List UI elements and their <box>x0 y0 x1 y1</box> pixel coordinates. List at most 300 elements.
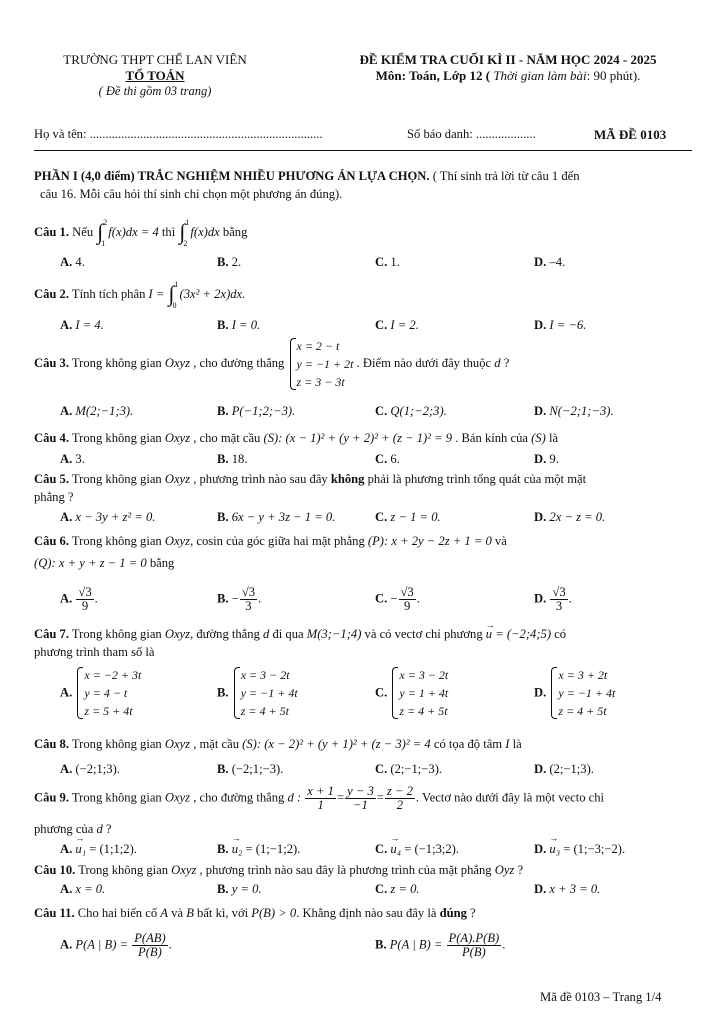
q11-event-a: A <box>160 906 168 920</box>
option-letter: A. <box>60 762 73 776</box>
q5-option-a[interactable] <box>60 510 155 525</box>
question-1 <box>34 218 692 248</box>
q9-line-name: d : <box>287 790 302 805</box>
q8-text-d: là <box>509 737 522 751</box>
numerator: x + 1 <box>307 784 334 798</box>
option-lhs: P(A | B) = <box>75 937 132 952</box>
q7-line-name: d <box>263 627 270 641</box>
q2-options <box>60 318 710 336</box>
q9-option-a[interactable] <box>60 842 137 857</box>
q10-text-b: , phương trình nào sau đây là phương trình của mặt phẳng <box>196 863 495 877</box>
system-row: y = −1 + 4t <box>240 686 298 700</box>
option-letter: C. <box>375 842 388 856</box>
q6-plane-q: (Q): x + y + z − 1 = 0 <box>34 556 147 570</box>
fraction <box>550 586 567 613</box>
q6-text-a: Trong không gian <box>69 534 165 548</box>
integral-lower: 0 <box>172 301 177 310</box>
option-vector: → u₂ <box>232 842 243 857</box>
q1-text-c: bằng <box>219 224 248 239</box>
option-letter: A. <box>60 882 73 896</box>
q8-option-a[interactable] <box>60 762 120 777</box>
department-name: TỔ TOÁN <box>125 68 185 83</box>
q3-space: Oxyz <box>164 355 191 370</box>
q3-label: Câu 3. <box>34 355 69 370</box>
subject-prefix: Môn: Toán, Lớp 12 ( <box>375 68 494 83</box>
q6-options <box>60 580 710 616</box>
q9-text-b: , cho đường thẳng <box>190 790 288 805</box>
system-row: x = 3 − 2t <box>399 668 449 682</box>
option-letter: B. <box>217 510 229 524</box>
q4-text-a: Trong không gian <box>69 431 165 445</box>
integral-symbol: ∫ 1 2 <box>178 218 190 248</box>
pages-note: ( Đề thi gồm 03 trang) <box>98 84 212 98</box>
option-letter: D. <box>534 882 547 896</box>
sign: − <box>231 591 239 606</box>
option-lhs: P(A | B) = <box>389 937 446 952</box>
q2-integrand: (3x² + 2x)dx. <box>179 286 246 301</box>
option-text: 18. <box>231 452 248 466</box>
exam-subject <box>318 68 698 84</box>
option-text: = (−1;3;2). <box>401 842 460 856</box>
option-letter: D. <box>534 591 547 606</box>
q2-option-d[interactable] <box>534 318 586 333</box>
denominator: 1 <box>317 798 324 812</box>
q3-text-c: . Điểm nào dưới đây thuộc <box>353 355 495 370</box>
id-line: Số báo danh: ................... <box>407 127 536 141</box>
q5-option-b[interactable] <box>217 510 335 525</box>
option-text: I = 4. <box>75 318 104 332</box>
q2-option-c[interactable] <box>375 318 419 333</box>
q9-option-d[interactable] <box>534 842 625 857</box>
q3-text-d: ? <box>500 355 510 370</box>
option-letter: D. <box>534 318 547 332</box>
q8-text-b: , mặt cầu <box>190 737 243 751</box>
question-2 <box>34 280 692 310</box>
integral-upper: 1 <box>185 218 190 227</box>
option-letter: B. <box>217 591 229 606</box>
q2-label: Câu 2. <box>34 286 69 301</box>
q2-option-a[interactable] <box>60 318 104 333</box>
option-text: I = 2. <box>390 318 419 332</box>
option-text: Q(1;−2;3). <box>390 404 447 418</box>
option-letter: D. <box>534 452 547 466</box>
q6-option-d[interactable]: D. $\frac{√3}{3}$ . <box>534 585 572 613</box>
option-letter: C. <box>375 762 388 776</box>
q5-label: Câu 5. <box>34 472 69 486</box>
option-text: x = 0. <box>75 882 106 896</box>
q6-text-c: và <box>491 534 507 548</box>
system-row: z = 4 + 5t <box>240 704 289 718</box>
option-letter: C. <box>375 404 388 418</box>
question-4 <box>34 430 692 447</box>
system-row: z = 4 + 5t <box>399 704 448 718</box>
q4-option-d[interactable] <box>534 452 559 467</box>
section-instructions-2: câu 16. Mỗi câu hỏi thí sinh chỉ chọn một phương án đúng). <box>40 187 343 201</box>
q8-option-b[interactable] <box>217 762 283 777</box>
q6-label: Câu 6. <box>34 534 69 548</box>
q10-space: Oxyz <box>171 863 197 877</box>
q7-text-e: có <box>551 627 567 641</box>
q4-sphere-name: (S) <box>531 431 546 445</box>
q10-label: Câu 10. <box>34 863 76 877</box>
name-line: Họ và tên: .......................................................................... <box>34 127 323 141</box>
q4-space: Oxyz <box>164 431 191 445</box>
line-system <box>390 666 448 720</box>
q9-option-b[interactable] <box>217 842 300 857</box>
system-row: y = −1 + 2t <box>296 357 354 371</box>
q10-option-b[interactable] <box>217 882 262 897</box>
q8-sphere: (S): (x − 2)² + (y + 1)² + (z − 3)² = 4 <box>242 737 431 751</box>
integral-symbol: ∫ 2 1 <box>96 218 108 248</box>
integral-lower: 2 <box>183 239 188 248</box>
system-row: z = 5 + 4t <box>84 704 133 718</box>
line-system <box>75 666 141 720</box>
denominator: 9 <box>403 599 411 613</box>
q6-continuation <box>34 555 692 572</box>
option-text: (−2;1;3). <box>75 762 120 776</box>
section-header <box>34 168 692 185</box>
option-text: x − 3y + z² = 0. <box>75 510 156 524</box>
option-letter: D. <box>534 404 547 418</box>
q9-text-e: ? <box>102 822 112 836</box>
q7-text-b: , đường thẳng <box>190 627 264 641</box>
q5-space: Oxyz <box>164 472 191 486</box>
option-letter: B. <box>217 404 229 418</box>
option-text: z − 1 = 0. <box>390 510 441 524</box>
option-text: N(−2;1;−3). <box>549 404 614 418</box>
option-letter: B. <box>217 685 229 700</box>
integral-symbol: ∫ 1 0 <box>168 280 180 310</box>
q4-label: Câu 4. <box>34 431 69 445</box>
section-title: PHẦN I (4,0 điểm) TRẮC NGHIỆM NHIỀU PHƯƠNG ÁN LỰA CHỌN. <box>34 169 430 183</box>
option-letter: C. <box>375 255 388 269</box>
q10-plane: Oyz <box>494 863 515 877</box>
q3-line-name: d <box>494 355 501 370</box>
q11-option-b[interactable]: B. P(A | B) = $\frac{P(A).P(B)}{P(B)}$ . <box>375 931 506 959</box>
q3-text-b: , cho đường thẳng <box>190 355 285 370</box>
q4-text-b: , cho mặt cầu <box>190 431 264 445</box>
exam-title: ĐỀ KIỂM TRA CUỐI KÌ II - NĂM HỌC 2024 - 2025 <box>359 52 657 67</box>
school-name: TRƯỜNG THPT CHẾ LAN VIÊN <box>63 52 247 67</box>
system-row: y = 4 − t <box>84 686 128 700</box>
q7-option-d[interactable] <box>534 666 615 720</box>
fraction <box>76 586 93 613</box>
option-letter: A. <box>60 404 73 418</box>
option-letter: B. <box>217 255 229 269</box>
q4-options <box>60 452 710 470</box>
q4-option-c[interactable] <box>375 452 400 467</box>
q10-option-c[interactable] <box>375 882 420 897</box>
q4-sphere: (S): (x − 1)² + (y + 2)² + (z − 1)² = 9 <box>263 431 453 445</box>
q8-center-name: I <box>505 737 510 751</box>
option-letter: D. <box>534 255 547 269</box>
q9-text-c: . Vectơ nào dưới đây là một vecto chỉ <box>415 790 605 805</box>
q1-options <box>60 255 710 273</box>
q9-option-c[interactable] <box>375 842 459 857</box>
option-text: –4. <box>549 255 566 269</box>
q8-option-c[interactable] <box>375 762 442 777</box>
q1-option-c[interactable] <box>375 255 400 270</box>
integral-upper: 1 <box>174 280 179 289</box>
q4-option-b[interactable] <box>217 452 247 467</box>
q11-label: Câu 11. <box>34 906 75 920</box>
q7-text-d: và có vectơ chỉ phương <box>361 627 486 641</box>
numerator: √3 <box>78 585 92 599</box>
q7-vector-value: = (−2;4;5) <box>492 627 552 641</box>
sign: − <box>390 591 398 606</box>
option-letter: A. <box>60 591 73 606</box>
question-5 <box>34 471 692 488</box>
q8-text-c: có tọa độ tâm <box>430 737 506 751</box>
q3-text-a: Trong không gian <box>69 355 165 370</box>
q6-option-b[interactable]: B. − $\frac{√3}{3}$ . <box>217 585 262 613</box>
question-8 <box>34 736 692 753</box>
option-text: 1. <box>390 255 400 269</box>
option-text: y = 0. <box>231 882 262 896</box>
option-text: x + 3 = 0. <box>549 882 601 896</box>
q3-option-a[interactable] <box>60 404 133 419</box>
option-vector: → u₁ <box>75 842 86 857</box>
q1-expr2: f(x)dx <box>190 224 220 239</box>
option-letter: C. <box>375 685 388 700</box>
option-text: (2;−1;3). <box>549 762 594 776</box>
q1-option-d[interactable] <box>534 255 565 270</box>
numerator: √3 <box>552 585 566 599</box>
q6-option-c[interactable]: C. − $\frac{√3}{9}$ . <box>375 585 420 613</box>
option-letter: B. <box>217 882 229 896</box>
q11-text-b: và <box>168 906 187 920</box>
q5-options <box>60 510 710 528</box>
q2-lhs: I = <box>148 286 168 301</box>
header-divider <box>34 150 692 151</box>
q2-option-b[interactable] <box>217 318 260 333</box>
system-row: y = −1 + 4t <box>558 686 616 700</box>
denominator: P(B) <box>138 945 162 959</box>
line-system <box>549 666 615 720</box>
option-text: z = 0. <box>390 882 420 896</box>
q5-option-c[interactable] <box>375 510 441 525</box>
q8-space: Oxyz <box>164 737 191 751</box>
option-letter: D. <box>534 685 547 700</box>
q11-options <box>60 928 710 968</box>
question-9: Câu 9. Trong không gian Oxyz , cho đường thẳng d : $\frac{x + 1}{1}$ = $\frac{y - 3}{-1}$ = $\frac{z - 2}{2}$ . Vectơ nào dưới đây là một vecto chỉ <box>34 784 605 812</box>
q1-text-b: thì <box>158 224 176 239</box>
denominator: −1 <box>353 798 368 812</box>
q3-option-b[interactable] <box>217 404 295 419</box>
option-letter: B. <box>217 318 229 332</box>
option-letter: B. <box>217 842 229 856</box>
numerator: P(AB) <box>134 931 166 945</box>
q3-options <box>60 404 710 422</box>
option-letter: C. <box>375 510 388 524</box>
q1-option-a[interactable] <box>60 255 85 270</box>
q11-event-b: B <box>186 906 194 920</box>
q9-text-d: phương của <box>34 822 97 836</box>
q5-text-c: phải là phương trình tổng quát của một mặt <box>364 472 587 486</box>
q7-vector: → u <box>486 626 492 643</box>
q10-option-a[interactable] <box>60 882 105 897</box>
q3-option-d[interactable] <box>534 404 614 419</box>
option-text: = (1;−3;−2). <box>560 842 626 856</box>
q10-option-d[interactable] <box>534 882 600 897</box>
option-text: = (1;1;2). <box>86 842 137 856</box>
option-letter: C. <box>375 882 388 896</box>
option-letter: A. <box>60 318 73 332</box>
q8-text-a: Trong không gian <box>69 737 165 751</box>
numerator: P(A).P(B) <box>448 931 500 945</box>
q11-text-d: . Khẳng định nào sau đây là <box>296 906 440 920</box>
numerator: √3 <box>400 585 414 599</box>
option-text: P(−1;2;−3). <box>231 404 296 418</box>
option-text: I = −6. <box>549 318 587 332</box>
q9-label: Câu 9. <box>34 790 69 805</box>
q8-option-d[interactable] <box>534 762 594 777</box>
q9-options <box>60 842 710 860</box>
q6-option-a[interactable]: A. $\frac{√3}{9}$ . <box>60 585 98 613</box>
option-letter: D. <box>534 762 547 776</box>
q1-label: Câu 1. <box>34 224 69 239</box>
system-row: x = −2 + 3t <box>84 668 142 682</box>
option-text: (2;−1;−3). <box>390 762 443 776</box>
system-row: z = 3 − 3t <box>296 375 345 389</box>
q1-text: Nếu <box>69 224 94 239</box>
system-row: y = 1 + 4t <box>399 686 449 700</box>
denominator: 9 <box>81 599 89 613</box>
q1-option-b[interactable] <box>217 255 241 270</box>
section-instructions-1: ( Thí sinh trả lời từ câu 1 đến <box>429 169 580 183</box>
system-row: z = 4 + 5t <box>558 704 607 718</box>
option-vector: → u₄ <box>390 842 401 857</box>
numerator: √3 <box>241 585 256 599</box>
option-letter: A. <box>60 510 73 524</box>
option-letter: B. <box>217 762 229 776</box>
q1-expr1: f(x)dx = 4 <box>108 224 159 239</box>
option-letter: C. <box>375 591 388 606</box>
fraction <box>240 586 257 613</box>
option-text: 2x − z = 0. <box>549 510 606 524</box>
q9-text-a: Trong không gian <box>69 790 165 805</box>
q7-option-c[interactable] <box>375 666 448 720</box>
fraction <box>399 586 416 613</box>
question-10 <box>34 862 692 879</box>
q7-text-a: Trong không gian <box>69 627 165 641</box>
q10-text-a: Trong không gian <box>75 863 172 877</box>
q2-text: Tính tích phân <box>69 286 149 301</box>
denominator: 3 <box>555 599 563 613</box>
q5-continuation: phẳng ? <box>34 490 74 504</box>
q11-condition: P(B) > 0 <box>251 906 297 920</box>
q11-text-a: Cho hai biến cố <box>74 906 161 920</box>
option-letter: A. <box>60 685 73 700</box>
time-value: : 90 phút). <box>586 68 641 83</box>
option-letter: A. <box>60 937 73 952</box>
option-text: 6x − y + 3z − 1 = 0. <box>231 510 336 524</box>
option-text: M(2;−1;3). <box>75 404 134 418</box>
q7-option-b[interactable] <box>217 666 298 720</box>
fraction <box>132 932 167 959</box>
option-text: 2. <box>231 255 242 269</box>
q11-option-a[interactable]: A. P(A | B) = $\frac{P(AB)}{P(B)}$ . <box>60 931 172 959</box>
question-3 <box>34 337 692 391</box>
q7-options <box>60 664 710 728</box>
option-letter: D. <box>534 842 547 856</box>
time-label: Thời gian làm bài <box>493 68 587 83</box>
q4-option-a[interactable] <box>60 452 85 467</box>
denominator: P(B) <box>461 945 486 959</box>
option-text: 6. <box>390 452 400 466</box>
system-row: x = 3 − 2t <box>240 668 290 682</box>
option-text: (−2;1;−3). <box>231 762 284 776</box>
option-letter: A. <box>60 255 73 269</box>
option-text: I = 0. <box>231 318 261 332</box>
q7-text-c: đi qua <box>269 627 307 641</box>
q5-option-d[interactable] <box>534 510 605 525</box>
question-6 <box>34 533 692 550</box>
q7-space: Oxyz <box>164 627 191 641</box>
option-letter: C. <box>375 452 388 466</box>
q7-option-a[interactable] <box>60 666 141 720</box>
q6-text-d: bằng <box>146 556 175 570</box>
q7-continuation: phương trình tham số là <box>34 645 155 659</box>
denominator: 2 <box>396 798 404 812</box>
q4-text-c: . Bán kính của <box>452 431 532 445</box>
integral-upper: 2 <box>103 218 108 227</box>
integral-lower: 1 <box>101 239 106 248</box>
system-row: x = 2 − t <box>296 339 340 353</box>
q5-text-b: , phương trình nào sau đây <box>190 472 331 486</box>
line-system <box>232 666 298 720</box>
q8-options <box>60 762 710 780</box>
numerator: y − 3 <box>347 784 374 798</box>
q8-label: Câu 8. <box>34 737 69 751</box>
option-letter: D. <box>534 510 547 524</box>
option-letter: B. <box>217 452 229 466</box>
exam-code: MÃ ĐỀ 0103 <box>594 127 667 142</box>
question-7 <box>34 626 692 643</box>
q6-text-b: , cosin của góc giữa hai mặt phẳng <box>190 534 368 548</box>
option-text: 3. <box>75 452 85 466</box>
option-letter: C. <box>375 318 388 332</box>
q9-space: Oxyz <box>164 790 191 805</box>
numerator: z − 2 <box>386 784 413 798</box>
q10-options <box>60 882 710 900</box>
q7-point: M(3;−1;4) <box>306 627 362 641</box>
option-letter: A. <box>60 842 73 856</box>
option-text: 4. <box>75 255 85 269</box>
q6-space: Oxyz <box>164 534 191 548</box>
option-letter: B. <box>375 937 387 952</box>
q5-emphasis: không <box>330 472 365 486</box>
fraction <box>385 785 415 812</box>
q7-label: Câu 7. <box>34 627 69 641</box>
system-row: x = 3 + 2t <box>558 668 608 682</box>
fraction <box>447 932 502 959</box>
page-footer: Mã đề 0103 – Trang 1/4 <box>540 990 662 1004</box>
option-letter: A. <box>60 452 73 466</box>
fraction <box>345 785 376 812</box>
q3-option-c[interactable] <box>375 404 447 419</box>
q4-text-d: là <box>545 431 559 445</box>
question-11 <box>34 905 692 922</box>
q10-text-c: ? <box>514 863 524 877</box>
fraction <box>305 785 336 812</box>
q11-emphasis: đúng <box>439 906 467 920</box>
denominator: 3 <box>245 599 252 613</box>
q9-line-ref: d <box>96 822 103 836</box>
q11-text-e: ? <box>466 906 476 920</box>
option-text: = (1;−1;2). <box>242 842 301 856</box>
q6-plane-p: (P): x + 2y − 2z + 1 = 0 <box>367 534 492 548</box>
